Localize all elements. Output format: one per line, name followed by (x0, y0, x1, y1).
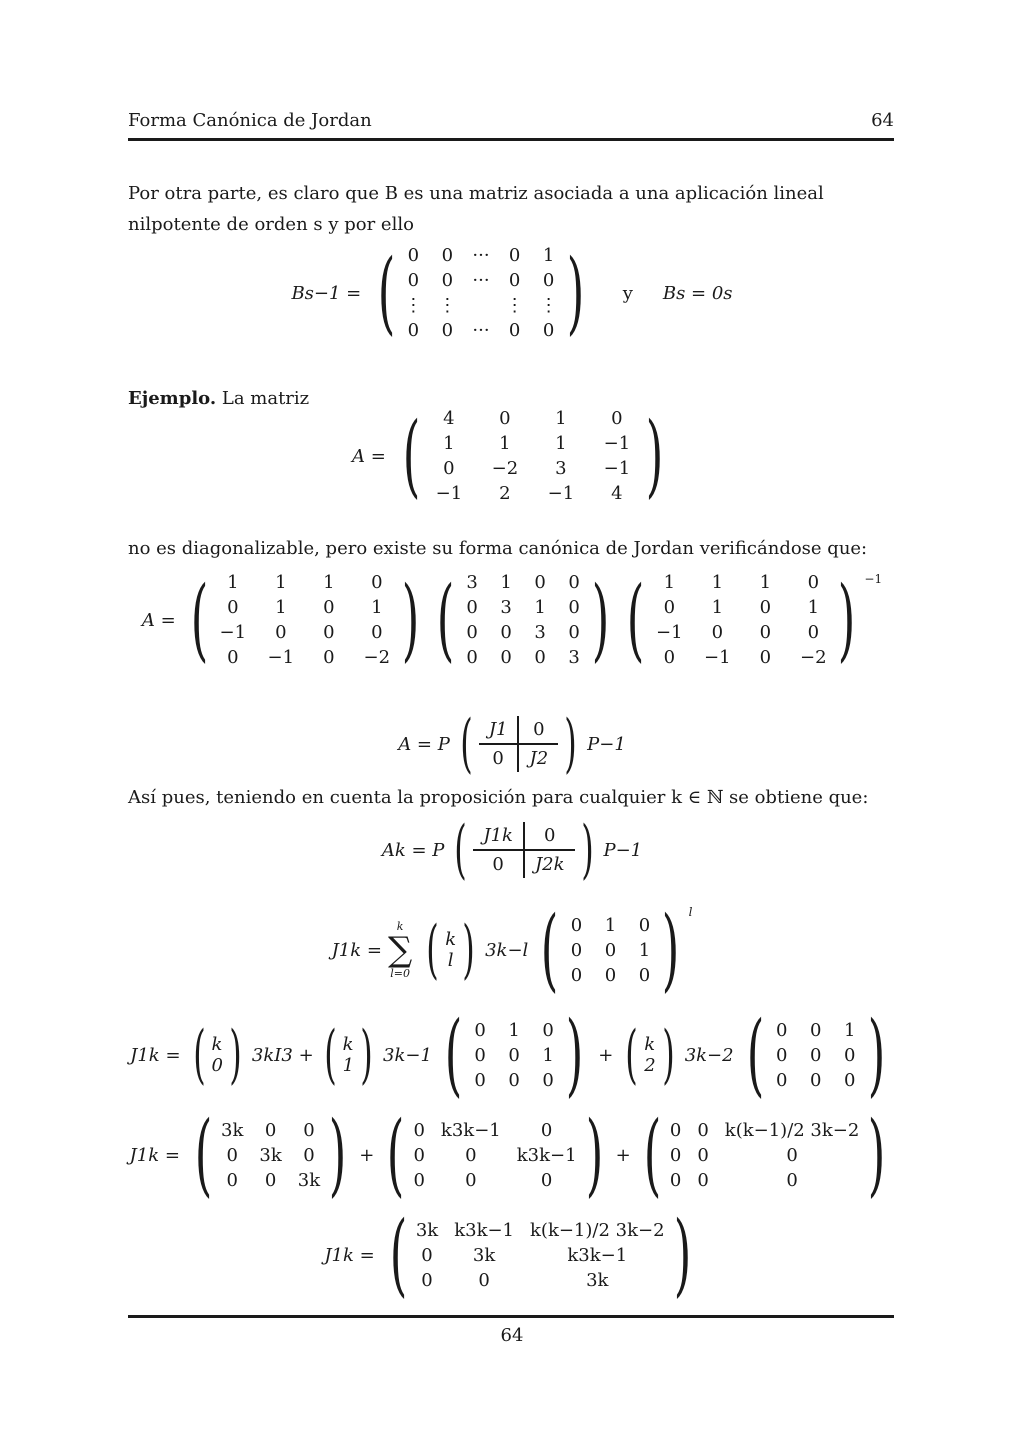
right-paren: ) (565, 1002, 584, 1107)
binom2-bottom: 2 (644, 1055, 656, 1076)
plus-sign-2: + (615, 1144, 631, 1166)
matrix-a (429, 408, 637, 504)
left-paren: ( (194, 1102, 213, 1207)
matrix-cell: 1 (555, 433, 567, 454)
eqFact-lhs: A = (141, 609, 176, 631)
equation-bs-1 (0, 240, 1024, 345)
matrix-cell: 0 (441, 245, 454, 266)
left-paren: ( (626, 567, 645, 672)
block-br: J2 (529, 748, 549, 769)
matrix-cell: 0 (807, 572, 820, 593)
eqA-lhs: A = (351, 445, 386, 467)
matrix-cell: 0 (638, 964, 651, 986)
matrix-cell: 3k (472, 1244, 496, 1266)
matrix-cell: 0 (570, 914, 583, 936)
matrix-cell: 3 (534, 622, 546, 643)
matrix-cell: 0 (227, 597, 239, 618)
matrix-n2 (773, 1020, 859, 1091)
left-paren: ( (460, 707, 473, 781)
binomial-1 (343, 1034, 354, 1076)
left-paren: ( (625, 1018, 639, 1092)
matrix-cell: 0 (466, 597, 478, 618)
matrix-cell: 0 (275, 622, 287, 643)
matrix-cell: ··· (472, 245, 490, 266)
matrix-cell: 0 (421, 1269, 433, 1291)
matrix-cell: 0 (413, 1144, 425, 1166)
sum-exponent: l (688, 905, 693, 919)
equation-expand (0, 1002, 1024, 1107)
right-paren: ) (401, 567, 420, 672)
matrix-cell: ⋮ (404, 295, 423, 316)
matrix-cell: 0 (264, 1169, 277, 1191)
matrix-cell: 0 (508, 320, 521, 341)
matrix-cell: 1 (604, 914, 617, 936)
matrix-cell: ⋮ (505, 295, 524, 316)
matrix-cell: −2 (800, 647, 827, 668)
matrix-cell: 0 (775, 1044, 788, 1066)
header-page-number: 64 (871, 110, 894, 131)
left-paren: ( (323, 1018, 337, 1092)
matrix-p (217, 572, 393, 668)
block-k-bl: 0 (473, 851, 525, 878)
matrix-cell: 0 (407, 320, 420, 341)
matrix-cell: ⋮ (539, 295, 558, 316)
matrix-cell: 0 (474, 1019, 486, 1041)
sigma-icon: ∑ (387, 930, 413, 970)
eq1-rhs: Bs = 0s (662, 282, 733, 304)
header-title: Forma Canónica de Jordan (128, 110, 372, 131)
right-paren: ) (868, 1102, 886, 1207)
matrix-cell: 1 (807, 597, 820, 618)
binomial-0 (212, 1034, 223, 1076)
eqBlockK-rhs: P−1 (603, 839, 643, 861)
equation-block (0, 707, 1024, 781)
matrix-cell: 3 (568, 647, 580, 668)
matrix-cell: 3k (586, 1269, 609, 1291)
matrix-cell: −1 (435, 483, 463, 504)
matrix-cell: 1 (227, 572, 239, 593)
left-paren: ( (746, 1002, 764, 1107)
matrix-cell: 0 (323, 647, 335, 668)
paragraph-2: no es diagonalizable, pero existe su forma canónica de Jordan verificándose que: (128, 538, 868, 559)
matrix-cell: 0 (542, 270, 555, 291)
matrix-cell: 4 (611, 483, 623, 504)
binom-bottom: l (447, 950, 454, 971)
matrix-cell: 0 (443, 458, 455, 479)
matrix-cell: 0 (843, 1044, 856, 1066)
matrix-cell: 0 (465, 1169, 477, 1191)
matrix-cell: 0 (465, 1144, 477, 1166)
eqBlock-rhs: P−1 (587, 733, 626, 755)
matrix-cell: 0 (775, 1019, 788, 1041)
matrix-cell: 0 (759, 597, 772, 618)
block-k-tr: 0 (525, 822, 575, 851)
plus-sign-1: + (359, 1144, 375, 1166)
matrix-cell: 0 (466, 622, 478, 643)
block-tr: 0 (519, 716, 558, 745)
matrix-cell: 0 (466, 647, 478, 668)
matrix-cell: 0 (371, 572, 383, 593)
summation (388, 920, 412, 980)
block-matrix (479, 716, 558, 772)
matrix-cell: −1 (219, 622, 247, 643)
eqBlockK-lhs: Ak = P (381, 839, 445, 861)
matrix-cell: 3 (555, 458, 567, 479)
matrix-cell: 0 (542, 320, 555, 341)
matrix-cell: 1 (663, 572, 676, 593)
matrix-cell: 0 (371, 622, 383, 643)
matrix-cell: k3k−1 (567, 1244, 628, 1266)
matrix-cell: k(k−1)/2 3k−2 (724, 1119, 860, 1141)
right-paren: ) (673, 1202, 691, 1307)
matrix-cell: 0 (413, 1169, 425, 1191)
binom1-bottom: 1 (342, 1055, 355, 1076)
matrix-cell: −1 (547, 483, 575, 504)
left-paren: ( (387, 1102, 405, 1207)
matrix-cell: 0 (568, 572, 580, 593)
plus-sign: + (598, 1044, 614, 1066)
eqExpand-lhs: J1k = (130, 1044, 181, 1066)
matrix-cell: 1 (371, 597, 383, 618)
eqSumMat-lhs: J1k = (129, 1144, 180, 1166)
eqBlock-lhs: A = P (398, 733, 450, 755)
matrix-cell: k3k−1 (516, 1144, 577, 1166)
matrix-cell: 0 (786, 1169, 798, 1191)
matrix-cell: −2 (363, 647, 391, 668)
matrix-cell: 0 (669, 1144, 682, 1166)
right-paren: ) (360, 1018, 373, 1092)
matrix-bs-1 (404, 245, 557, 341)
matrix-cell: 3k (415, 1219, 439, 1241)
matrix-cell: 1 (711, 597, 724, 618)
matrix-cell: 4 (443, 408, 455, 429)
block-bl: 0 (479, 745, 520, 772)
matrix-cell: 0 (508, 245, 521, 266)
right-paren: ) (462, 913, 475, 987)
footer-rule (128, 1315, 894, 1318)
matrix-cell: 3 (500, 597, 512, 618)
matrix-cell: 1 (638, 939, 651, 961)
matrix-cell: 0 (775, 1069, 788, 1091)
matrix-cell: −1 (603, 458, 631, 479)
matrix-cell: 0 (697, 1119, 709, 1141)
matrix-cell: 1 (275, 572, 287, 593)
matrix-cell: 0 (809, 1044, 822, 1066)
matrix-cell: 0 (407, 245, 420, 266)
matrix-cell: 3 (466, 572, 478, 593)
matrix-cell: 0 (809, 1069, 822, 1091)
block-tl: J1 (479, 716, 520, 745)
right-paren: ) (580, 813, 594, 887)
left-paren: ( (402, 403, 421, 508)
matrix-cell: 3k (221, 1119, 244, 1141)
binom0-bottom: 0 (211, 1055, 223, 1076)
right-paren: ) (229, 1018, 242, 1092)
paragraph-1: Por otra parte, es claro que B es una matriz asociada a una aplicación lineal nilpotente de orden s y por ello (128, 183, 824, 235)
matrix-cell: −1 (267, 647, 295, 668)
matrix-cell: 0 (711, 622, 724, 643)
matrix-cell: 0 (474, 1069, 486, 1091)
matrix-cell: 1 (500, 572, 512, 593)
matrix-cell: 0 (604, 939, 617, 961)
right-paren: ) (564, 707, 577, 781)
eq1-lhs: Bs−1 = (291, 282, 362, 304)
right-paren: ) (328, 1102, 347, 1207)
matrix-j (463, 572, 583, 668)
matrix-cell: 0 (508, 1069, 520, 1091)
matrix-cell: k3k−1 (440, 1119, 501, 1141)
matrix-cell: k(k−1)/2 3k−2 (530, 1219, 665, 1241)
right-paren: ) (867, 1002, 886, 1107)
matrix-cell: 0 (407, 270, 420, 291)
matrix-cell: 0 (540, 1169, 553, 1191)
block-k-tl: J1k (473, 822, 525, 851)
matrix-cell: 3k (259, 1144, 282, 1166)
matrix-cell: −1 (704, 647, 731, 668)
matrix-cell: 0 (323, 622, 335, 643)
matrix-cell: 0 (669, 1169, 682, 1191)
matrix-cell: 0 (542, 1069, 554, 1091)
footer-page-number: 64 (500, 1325, 524, 1346)
left-paren: ( (190, 567, 209, 672)
matrix-cell: 0 (809, 1019, 822, 1041)
left-paren: ( (389, 1202, 408, 1307)
matrix-cell: −2 (491, 458, 519, 479)
matrix-cell: 1 (542, 245, 555, 266)
eqFinal-lhs: J1k = (324, 1244, 375, 1266)
matrix-cell: 1 (542, 1044, 554, 1066)
matrix-m2 (413, 1120, 576, 1191)
power1: 3k−1 (383, 1044, 432, 1066)
matrix-cell: 0 (226, 1144, 238, 1166)
equation-block-k (0, 813, 1024, 887)
term0: 3kI3 + (251, 1044, 314, 1066)
matrix-cell: 0 (638, 914, 651, 936)
left-paren: ( (541, 897, 559, 1002)
equation-sum-matrices (0, 1102, 1024, 1207)
matrix-cell: 0 (759, 622, 772, 643)
matrix-n (567, 915, 653, 986)
matrix-cell: 0 (843, 1069, 856, 1091)
ejemplo-text: La matriz (221, 388, 310, 409)
matrix-cell: 0 (303, 1144, 315, 1166)
matrix-cell: 0 (474, 1044, 486, 1066)
matrix-cell: 0 (421, 1244, 433, 1266)
matrix-cell: 0 (759, 647, 772, 668)
matrix-cell: ··· (472, 320, 490, 341)
matrix-cell: 1 (534, 597, 546, 618)
matrix-cell: 2 (499, 483, 511, 504)
right-paren: ) (585, 1102, 603, 1207)
block-matrix-k (473, 822, 574, 878)
matrix-cell: 0 (807, 622, 820, 643)
left-paren: ( (426, 913, 439, 987)
matrix-cell: 0 (568, 597, 580, 618)
matrix-m3 (670, 1120, 859, 1191)
matrix-cell: 0 (499, 408, 511, 429)
matrix-cell: 0 (226, 1169, 238, 1191)
block-k-br: J2k (534, 854, 565, 875)
matrix-cell: 0 (663, 647, 676, 668)
equation-final (0, 1202, 1024, 1307)
binom0-top: k (211, 1034, 223, 1055)
right-paren: ) (661, 1018, 675, 1092)
matrix-cell: 0 (568, 622, 580, 643)
matrix-cell: 1 (843, 1019, 856, 1041)
matrix-cell: 0 (540, 1119, 553, 1141)
paragraph-3: Así pues, teniendo en cuenta la proposición para cualquier k ∈ ℕ se obtiene que: (128, 787, 869, 808)
matrix-cell: 0 (534, 647, 546, 668)
right-paren: ) (566, 240, 584, 345)
matrix-cell: 0 (570, 964, 583, 986)
power2: 3k−2 (684, 1044, 734, 1066)
matrix-cell: 0 (604, 964, 617, 986)
matrix-cell: −1 (603, 433, 631, 454)
matrix-cell: k3k−1 (454, 1219, 515, 1241)
matrix-cell: ··· (472, 270, 490, 291)
eqSum-power: 3k−l (485, 939, 529, 961)
matrix-n1 (471, 1020, 557, 1091)
matrix-cell: 0 (611, 408, 623, 429)
matrix-cell: 0 (697, 1144, 709, 1166)
right-paren: ) (662, 897, 680, 1002)
left-paren: ( (192, 1018, 206, 1092)
matrix-cell: 0 (413, 1119, 425, 1141)
matrix-cell: 0 (323, 597, 335, 618)
matrix-cell: 1 (759, 572, 772, 593)
matrix-cell: 1 (499, 433, 511, 454)
matrix-cell (472, 295, 489, 316)
matrix-p-inverse (653, 572, 829, 668)
running-header (128, 110, 894, 141)
matrix-m1 (221, 1120, 320, 1191)
matrix-cell: −1 (656, 622, 683, 643)
matrix-cell: 1 (508, 1019, 520, 1041)
matrix-cell: 0 (303, 1119, 315, 1141)
matrix-cell: 0 (500, 622, 512, 643)
right-paren: ) (838, 567, 856, 672)
right-paren: ) (645, 403, 664, 508)
left-paren: ( (436, 567, 455, 672)
matrix-cell: 1 (555, 408, 567, 429)
left-paren: ( (643, 1102, 662, 1207)
binomial (445, 929, 456, 971)
matrix-cell: ⋮ (438, 295, 457, 316)
equation-sum (0, 897, 1024, 1002)
binom2-top: k (644, 1034, 656, 1055)
equation-factorization (0, 567, 1024, 672)
eqSum-lhs: J1k = (331, 939, 382, 961)
matrix-cell: 0 (478, 1269, 490, 1291)
matrix-cell: 1 (711, 572, 724, 593)
matrix-cell: 1 (323, 572, 335, 593)
matrix-cell: 1 (275, 597, 287, 618)
inverse-exponent: −1 (864, 572, 883, 586)
sum-lower: l=0 (390, 967, 410, 980)
equation-a (0, 403, 1024, 508)
sum-upper: k (396, 920, 404, 933)
left-paren: ( (378, 240, 396, 345)
matrix-cell: 0 (669, 1119, 682, 1141)
matrix-cell: 3k (297, 1169, 321, 1191)
matrix-cell: 0 (542, 1019, 554, 1041)
matrix-cell: 0 (441, 320, 454, 341)
left-paren: ( (444, 1002, 463, 1107)
matrix-cell: 0 (227, 647, 239, 668)
matrix-cell: 0 (786, 1144, 798, 1166)
left-paren: ( (454, 813, 468, 887)
binomial-2 (644, 1034, 655, 1076)
matrix-cell: 0 (441, 270, 454, 291)
matrix-cell: 0 (663, 597, 676, 618)
ejemplo-label: Ejemplo. (128, 388, 217, 409)
eq1-conj: y (622, 282, 633, 304)
matrix-cell: 0 (508, 1044, 520, 1066)
matrix-cell: 0 (534, 572, 546, 593)
matrix-cell: 0 (697, 1169, 709, 1191)
matrix-cell: 0 (500, 647, 512, 668)
right-paren: ) (591, 567, 610, 672)
matrix-cell: 0 (570, 939, 583, 961)
binom-top: k (445, 929, 457, 950)
matrix-cell: 0 (264, 1119, 277, 1141)
matrix-final (416, 1220, 665, 1291)
binom1-top: k (342, 1034, 354, 1055)
matrix-cell: 0 (508, 270, 521, 291)
matrix-cell: 1 (443, 433, 455, 454)
